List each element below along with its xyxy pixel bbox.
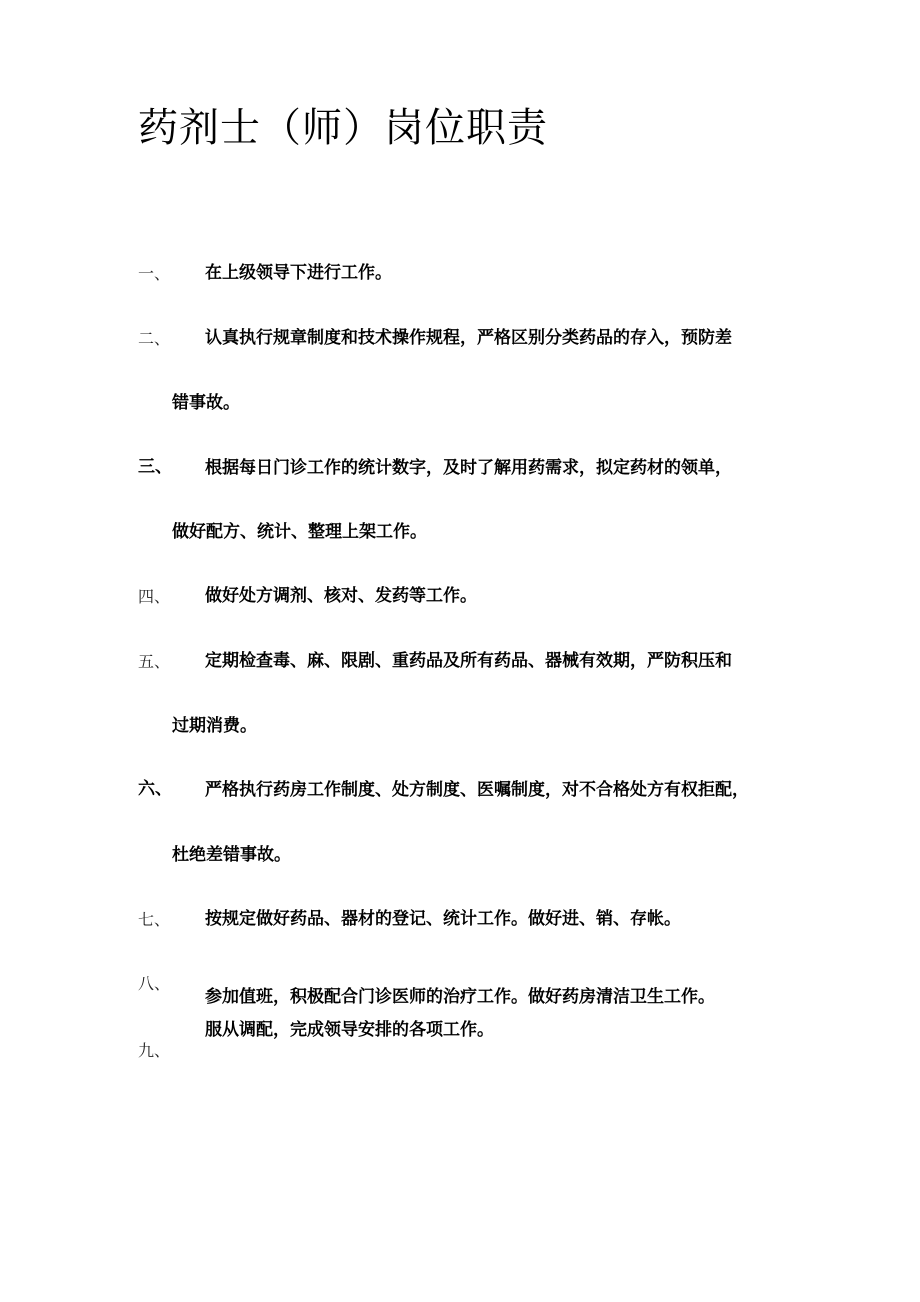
item-number-8: 八、 — [138, 974, 171, 993]
item-number-9: 九、 — [138, 1041, 171, 1060]
item-text-2-cont: 错事故。 — [172, 393, 240, 413]
item-text-9: 服从调配，完成领导安排的各项工作。 — [205, 1020, 494, 1040]
item-text-6: 严格执行药房工作制度、处方制度、医嘱制度，对不合格处方有权拒配， — [205, 780, 749, 800]
item-text-7: 按规定做好药品、器材的登记、统计工作。做好进、销、存帐。 — [205, 909, 681, 929]
item-text-3-cont: 做好配方、统计、整理上架工作。 — [172, 522, 427, 542]
item-number-6: 六、 — [138, 779, 172, 799]
item-text-5-cont: 过期消费。 — [172, 716, 257, 736]
item-text-5: 定期检查毒、麻、限剧、重药品及所有药品、器械有效期，严防积压和 — [205, 651, 732, 671]
item-text-2: 认真执行规章制度和技术操作规程，严格区别分类药品的存入，预防差 — [205, 328, 732, 348]
document-title: 药剂士（师）岗位职责 — [138, 105, 548, 151]
item-text-8: 参加值班，积极配合门诊医师的治疗工作。做好药房清洁卫生工作。 — [205, 987, 715, 1007]
item-text-4: 做好处方调剂、核对、发药等工作。 — [205, 586, 477, 606]
item-number-7: 七、 — [138, 910, 171, 929]
item-number-2: 二、 — [138, 329, 171, 348]
item-text-1: 在上级领导下进行工作。 — [205, 263, 392, 283]
item-number-1: 一、 — [138, 264, 171, 283]
item-text-3: 根据每日门诊工作的统计数字，及时了解用药需求，拟定药材的领单， — [205, 458, 732, 478]
item-number-4: 四、 — [138, 587, 171, 606]
item-number-3: 三、 — [138, 457, 172, 477]
item-number-5: 五、 — [138, 652, 171, 671]
item-text-6-cont: 杜绝差错事故。 — [172, 845, 291, 865]
